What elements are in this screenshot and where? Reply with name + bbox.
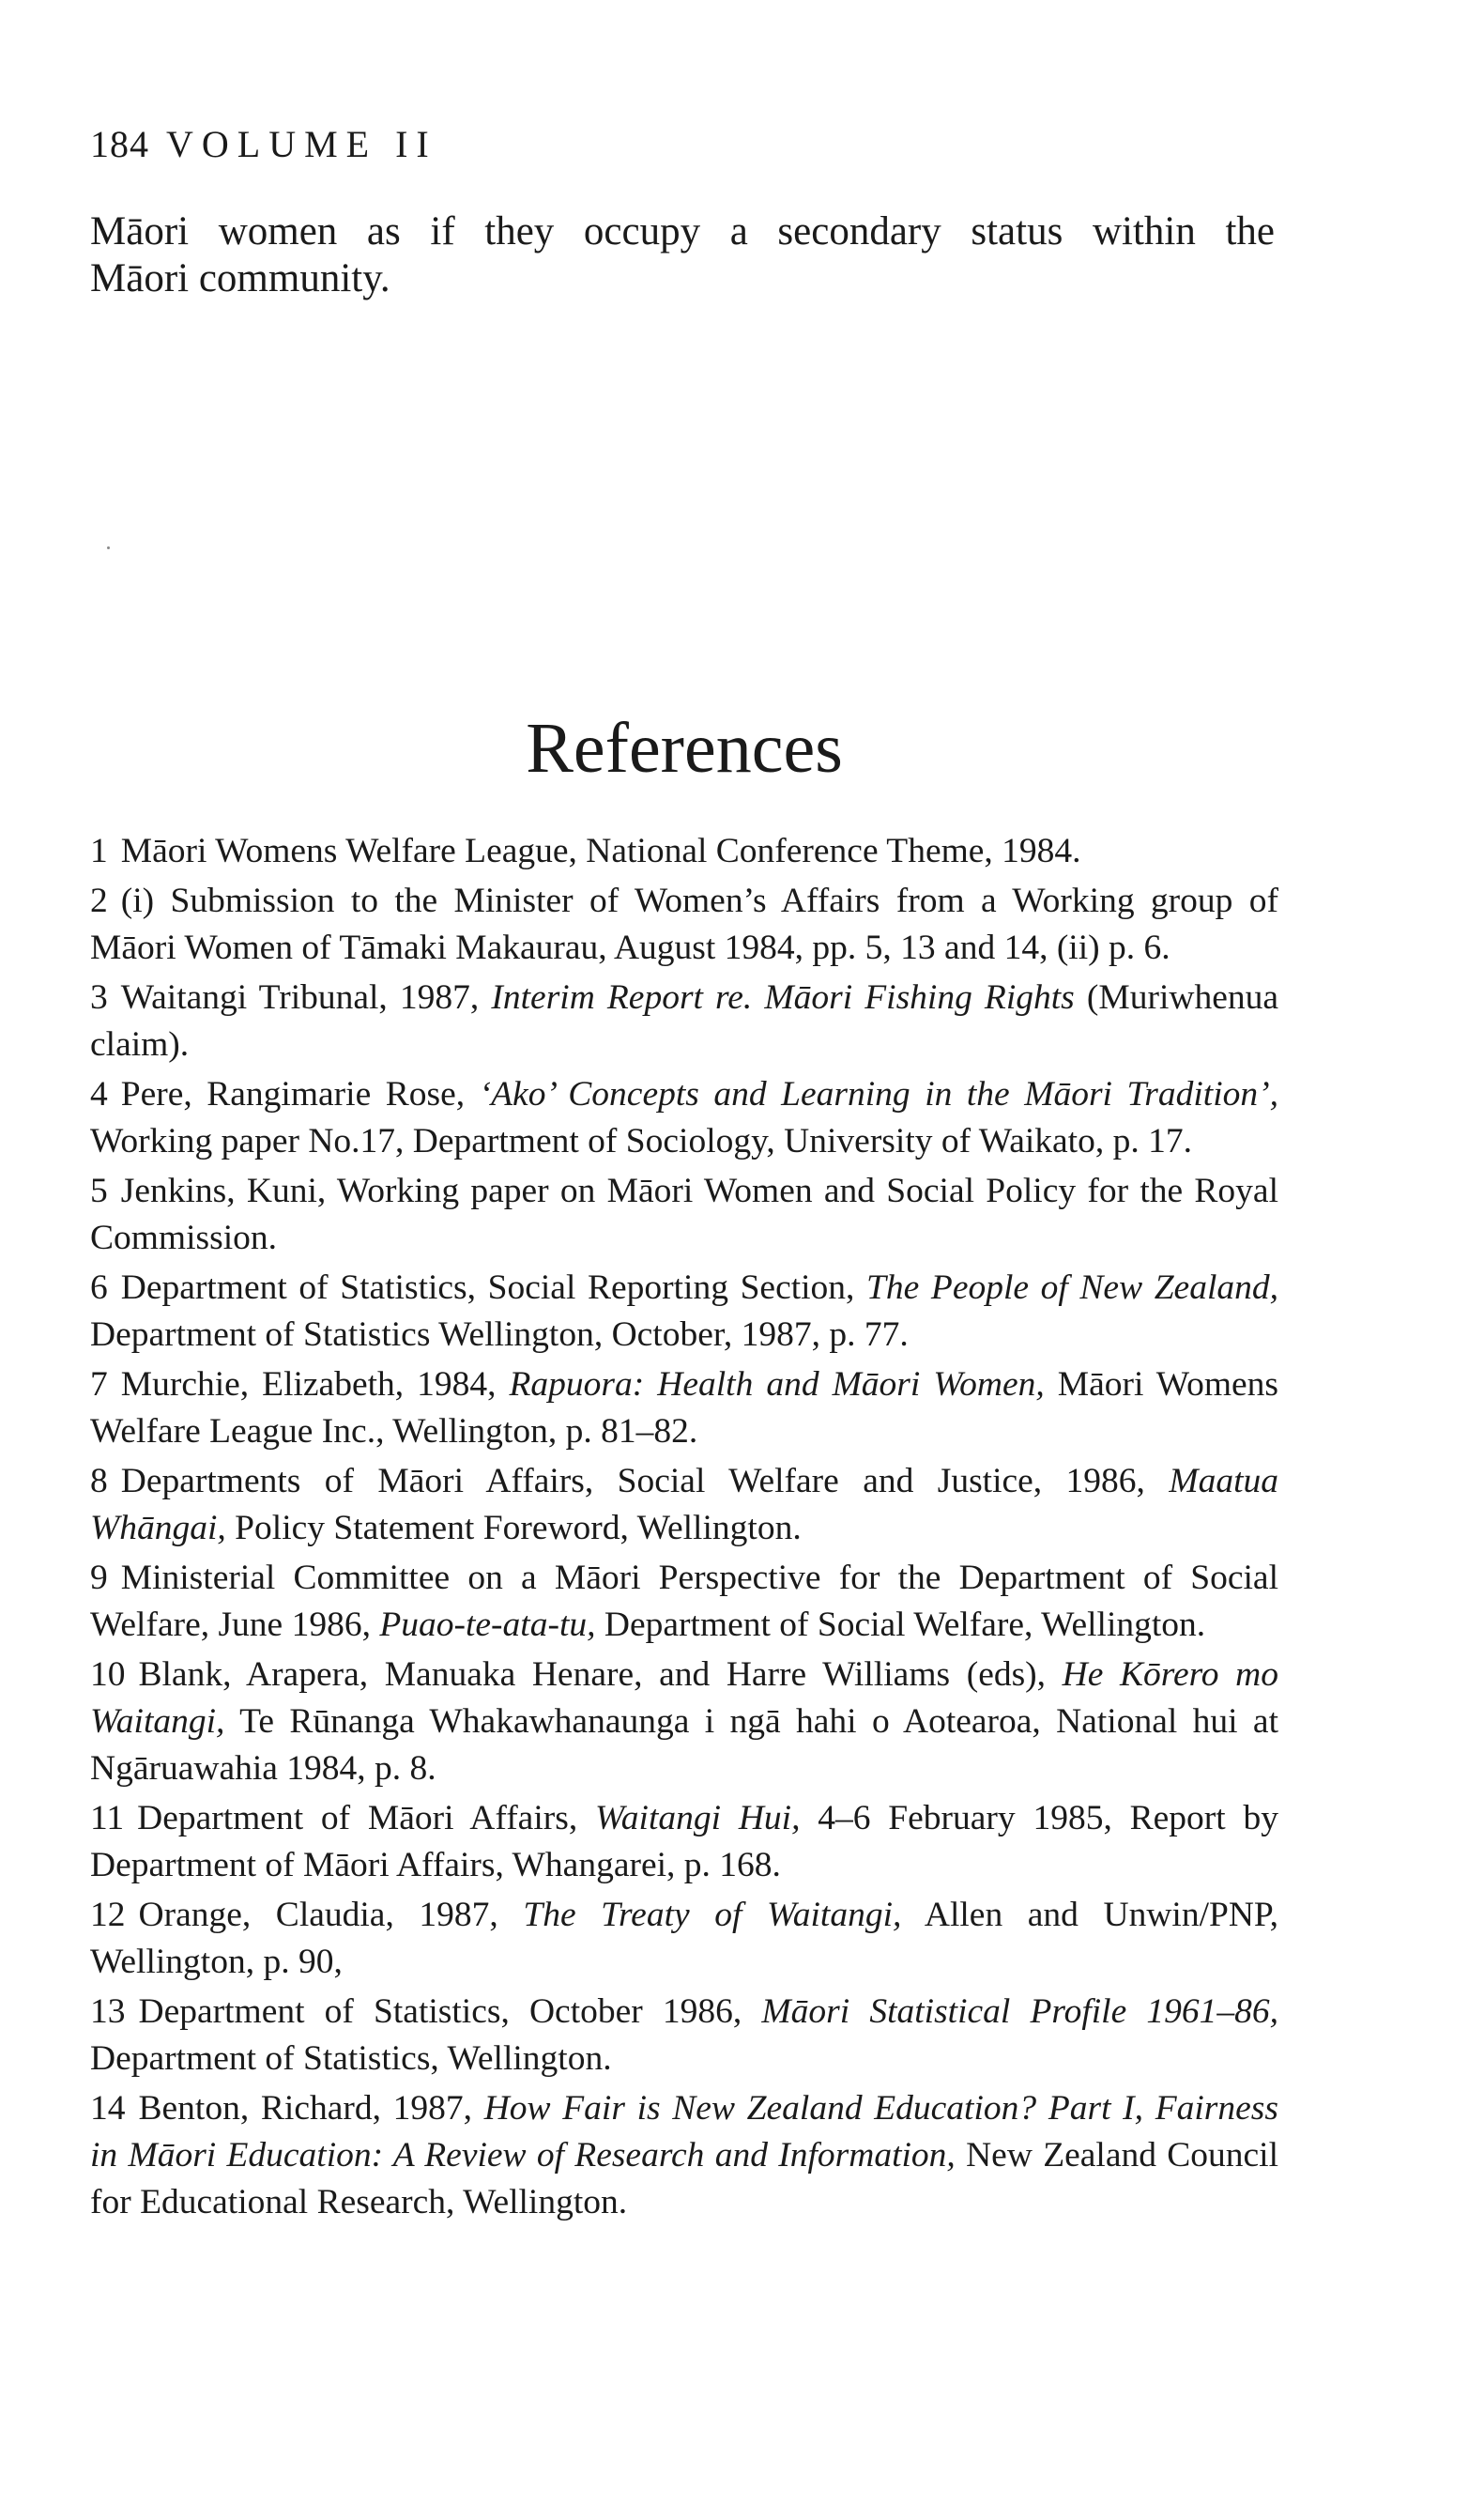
reference-text: Department of Statistics Wellington, October, 1987, p. 77. (90, 1315, 909, 1354)
reference-text: Department of Statistics, Social Reporting Section, (120, 1268, 867, 1307)
reference-text: New Zealand Council for Educational Research, Wellington. (90, 2136, 1278, 2221)
reference-number: 8 (90, 1462, 108, 1500)
reference-text: Pere, Rangimarie Rose, (120, 1075, 480, 1114)
reference-number: 4 (90, 1075, 108, 1114)
reference-item (90, 1555, 1278, 1649)
stray-mark (107, 546, 110, 549)
reference-text: Departments of Māori Affairs, Social Welfare and Justice, 1986, (120, 1462, 1170, 1500)
reference-text: (i) Submission to the Minister of Women’s Affairs from a Working group of Māori Women of Tāmaki Makaurau, August 1984, pp. 5, 13 and 14, (ii) p. 6. (90, 882, 1278, 967)
reference-title: The Treaty of Waitangi, (523, 1896, 902, 1934)
references-list (90, 828, 1278, 2229)
reference-title: The People of New Zealand, (866, 1268, 1278, 1307)
reference-title: Interim Report re. Māori Fishing Rights (491, 978, 1075, 1017)
reference-title: Rapuora: Health and Māori Women, (509, 1365, 1045, 1404)
reference-item (90, 975, 1278, 1068)
reference-text: Te Rūnanga Whakawhanaunga i ngā hahi o Aotearoa, National hui at Ngāruawahia 1984, p. 8. (90, 1702, 1278, 1788)
reference-number: 9 (90, 1559, 108, 1597)
reference-item (90, 1265, 1278, 1359)
reference-title: Waitangi Hui, (595, 1799, 801, 1837)
reference-number: 11 (90, 1799, 125, 1837)
reference-number: 14 (90, 2089, 126, 2128)
reference-text: Jenkins, Kuni, Working paper on Māori Women and Social Policy for the Royal Commission. (90, 1172, 1278, 1257)
reference-item (90, 878, 1278, 972)
reference-number: 13 (90, 1992, 126, 2031)
reference-text: Murchie, Elizabeth, 1984, (120, 1365, 510, 1404)
reference-text: Blank, Arapera, Manuaka Henare, and Harre Williams (eds), (138, 1655, 1063, 1694)
reference-text: Māori Womens Welfare League, National Conference Theme, 1984. (120, 832, 1081, 870)
reference-number: 3 (90, 978, 108, 1017)
reference-text: Māori Womens Welfare League Inc., Wellington, p. 81–82. (90, 1365, 1279, 1451)
reference-text: 4–6 February 1985, Report by Department of Māori Affairs, Whangarei, p. 168. (90, 1799, 1278, 1884)
reference-title: Maatua Whāngai, (90, 1462, 1278, 1547)
reference-number: 7 (90, 1365, 108, 1404)
reference-item (90, 1458, 1278, 1552)
reference-text: Waitangi Tribunal, 1987, (120, 978, 492, 1017)
intro-line-1: Māori women as if they occupy a secondary status within the (90, 209, 1275, 254)
reference-item (90, 1168, 1278, 1262)
reference-item (90, 1361, 1278, 1455)
reference-item (90, 828, 1278, 875)
reference-text: Working paper No.17, Department of Sociology, University of Waikato, p. 17. (90, 1122, 1192, 1160)
intro-paragraph (90, 208, 1275, 302)
reference-number: 1 (90, 832, 108, 870)
reference-item (90, 1652, 1278, 1792)
reference-text: Department of Māori Affairs, (137, 1799, 595, 1837)
reference-number: 6 (90, 1268, 108, 1307)
reference-number: 2 (90, 882, 108, 920)
reference-text: (Muriwhenua claim). (90, 978, 1278, 1064)
reference-title: Māori Statistical Profile 1961–86, (761, 1992, 1278, 2031)
reference-title: How Fair is New Zealand Education? Part I, Fairness in Māori Education: A Review of Research and Information, (90, 2089, 1278, 2175)
reference-text: Policy Statement Foreword, Wellington. (225, 1509, 802, 1547)
reference-item (90, 1989, 1278, 2082)
running-head (90, 122, 1278, 167)
reference-text: Allen and Unwin/PNP, Wellington, p. 90, (90, 1896, 1278, 1981)
reference-text: Department of Statistics, Wellington. (90, 2039, 612, 2078)
reference-item (90, 1795, 1278, 1889)
reference-text: Benton, Richard, 1987, (138, 2089, 484, 2128)
intro-line-2: Māori community. (90, 256, 390, 300)
references-heading: References (526, 709, 843, 788)
volume-label: VOLUME II (166, 123, 437, 165)
reference-text: Ministerial Committee on a Māori Perspective for the Department of Social Welfare, June 1986, (90, 1559, 1278, 1644)
reference-item (90, 2085, 1278, 2226)
page (90, 122, 1279, 2221)
reference-title: ‘Ako’ Concepts and Learning in the Māori Tradition’, (479, 1075, 1278, 1114)
page-number: 184 (90, 123, 149, 165)
reference-item (90, 1892, 1278, 1986)
reference-title: Puao-te-ata-tu, (379, 1606, 596, 1644)
reference-number: 10 (90, 1655, 126, 1694)
reference-title: He Kōrero mo Waitangi, (90, 1655, 1278, 1741)
reference-number: 5 (90, 1172, 108, 1210)
reference-text: Orange, Claudia, 1987, (138, 1896, 524, 1934)
reference-text: Department of Social Welfare, Wellington. (595, 1606, 1206, 1644)
reference-item (90, 1071, 1278, 1165)
reference-number: 12 (90, 1896, 126, 1934)
reference-text: Department of Statistics, October 1986, (138, 1992, 762, 2031)
